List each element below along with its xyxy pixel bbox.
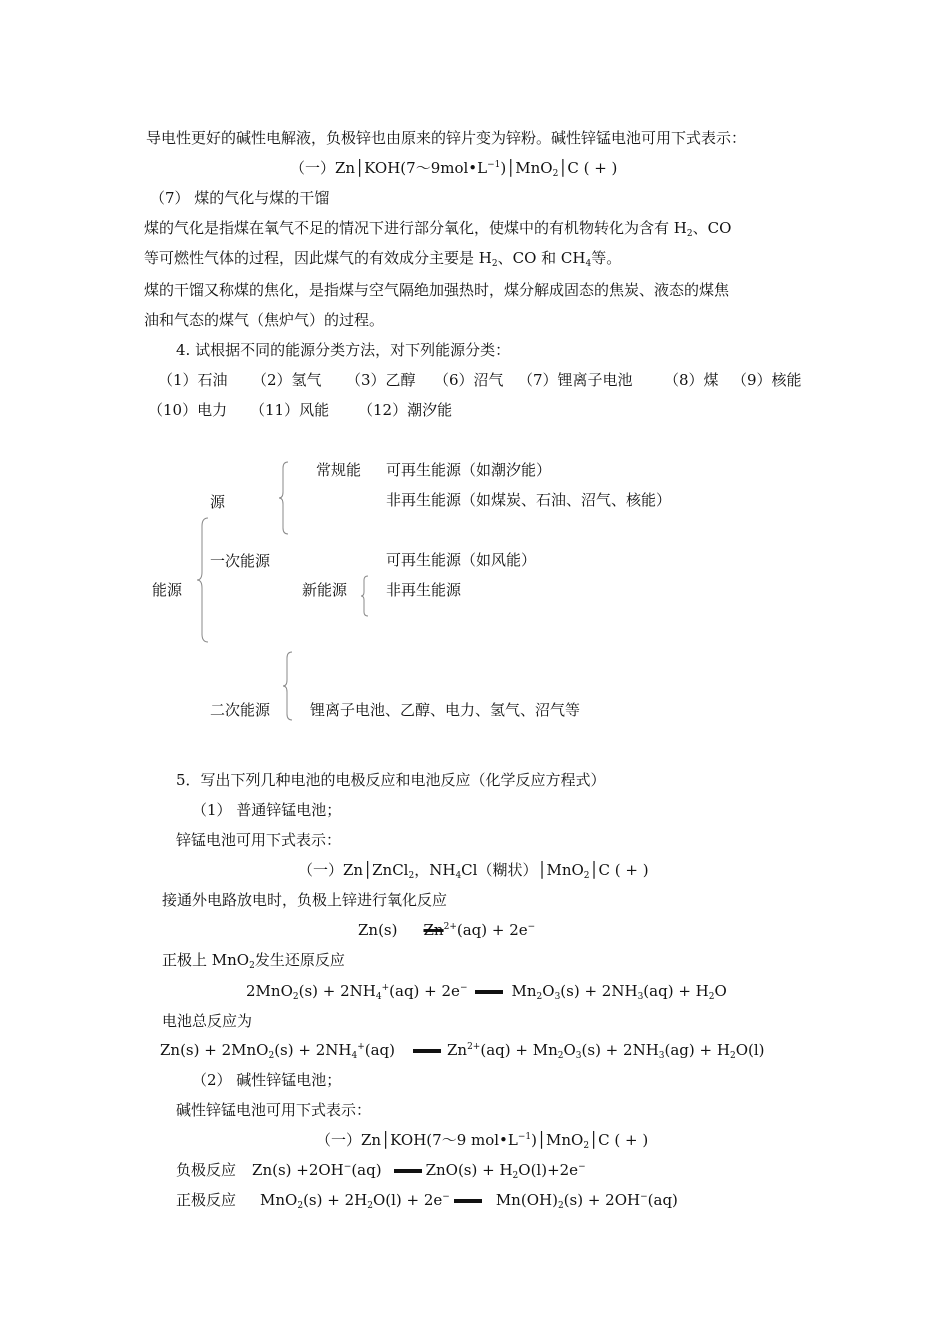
equals-bar (475, 990, 503, 994)
tree-node: 源 (210, 493, 226, 511)
tree-leaf: 非再生能源（如煤炭、石油、沼气、核能） (386, 491, 672, 509)
tree-root: 能源 (152, 581, 183, 599)
tree-leaf: 非再生能源 (386, 581, 462, 599)
brace-icon (282, 650, 294, 722)
tree-node: 新能源 (302, 581, 348, 599)
equation: 负极反应 Zn(s) +2OH−(aq) $ZnO(s) + H_2O(l)+2e^-$ (176, 1161, 586, 1181)
battery-formula: （一）Zn│KOH(7～9 $mol•L^{-1})│MnO_2│C$ ( + ) (316, 1131, 649, 1151)
tree-leaf: 可再生能源（如风能） (386, 551, 537, 569)
paragraph-line: 电池总反应为 (162, 1012, 253, 1030)
section-heading: （7） 煤的气化与煤的干馏 (150, 189, 330, 207)
paragraph-line: 正极上 MnO$_2$发生还原反应 (162, 951, 345, 971)
battery-formula: （一）$Zn│KOH(7\sim 9mol•L^{-1})│MnO_2│C$ ( + ) (290, 159, 618, 179)
equation: $Zn(s) + 2MnO_2(s) + 2NH_4^+(aq) Zn^{2+}(aq) + Mn_2O_3(s) + 2NH_3(ag) + H_2O(l)$ (160, 1041, 765, 1061)
brace-icon (196, 516, 210, 644)
paragraph-line: 接通外电路放电时，负极上锌进行氧化反应 (162, 891, 448, 909)
section-heading: （1） 普通锌锰电池； (192, 801, 342, 819)
battery-formula: （一）Zn│ZnCl$_2$，$NH_4Cl$（糊状）│MnO$_2$│C ( + ) (298, 861, 649, 881)
brace-icon (360, 574, 370, 618)
equals-bar (413, 1049, 441, 1053)
section-heading: （2） 碱性锌锰电池； (192, 1071, 342, 1089)
brace-icon (278, 460, 290, 536)
paragraph-line: 油和气态的煤气（焦炉气）的过程。 (144, 311, 385, 329)
paragraph-line: 煤的气化是指煤在氧气不足的情况下进行部分氧化，使煤中的有机物转化为含有 $H_2$、CO (144, 219, 732, 239)
tree-node: 二次能源 (210, 701, 271, 719)
equals-bar (454, 1199, 482, 1203)
paragraph-line: 锌锰电池可用下式表示： (176, 831, 342, 849)
question-prompt: 5．写出下列几种电池的电极反应和电池反应（化学反应方程式） (176, 771, 606, 789)
paragraph-line: 煤的干馏又称煤的焦化，是指煤与空气隔绝加强热时，煤分解成固态的焦炭、液态的煤焦 (144, 281, 730, 299)
equation: $2MnO_2(s) + 2NH_4^+(aq) + 2e^-$ $Mn_2O_3(s) + 2NH_3(aq) + H_2O$ (246, 982, 727, 1002)
paragraph-line: 碱性锌锰电池可用下式表示： (176, 1101, 372, 1119)
paragraph-line: 等可燃性气体的过程，因此煤气的有效成分主要是 $H_2$、CO 和 $CH_4$等。 (144, 249, 622, 269)
tree-leaf: 锂离子电池、乙醇、电力、氢气、沼气等 (310, 701, 581, 719)
equals-bar (394, 1169, 422, 1173)
question-prompt: 4. 试根据不同的能源分类方法，对下列能源分类： (176, 341, 511, 359)
tree-node: 一次能源 (210, 552, 271, 570)
paragraph-line: 导电性更好的碱性电解液，负极锌也由原来的锌片变为锌粉。碱性锌锰电池可用下式表示： (146, 129, 747, 147)
equation: 正极反应 $MnO_2(s) + 2H_2O(l) + 2e^-$ $Mn(OH)_2(s) + 2OH^-(aq)$ (176, 1191, 678, 1211)
tree-leaf: 可再生能源（如潮汐能） (386, 461, 552, 479)
tree-node: 常规能 (316, 461, 362, 479)
equation: Zn(s) $Zn^{2+}(aq) + 2e^-$ (358, 921, 536, 939)
